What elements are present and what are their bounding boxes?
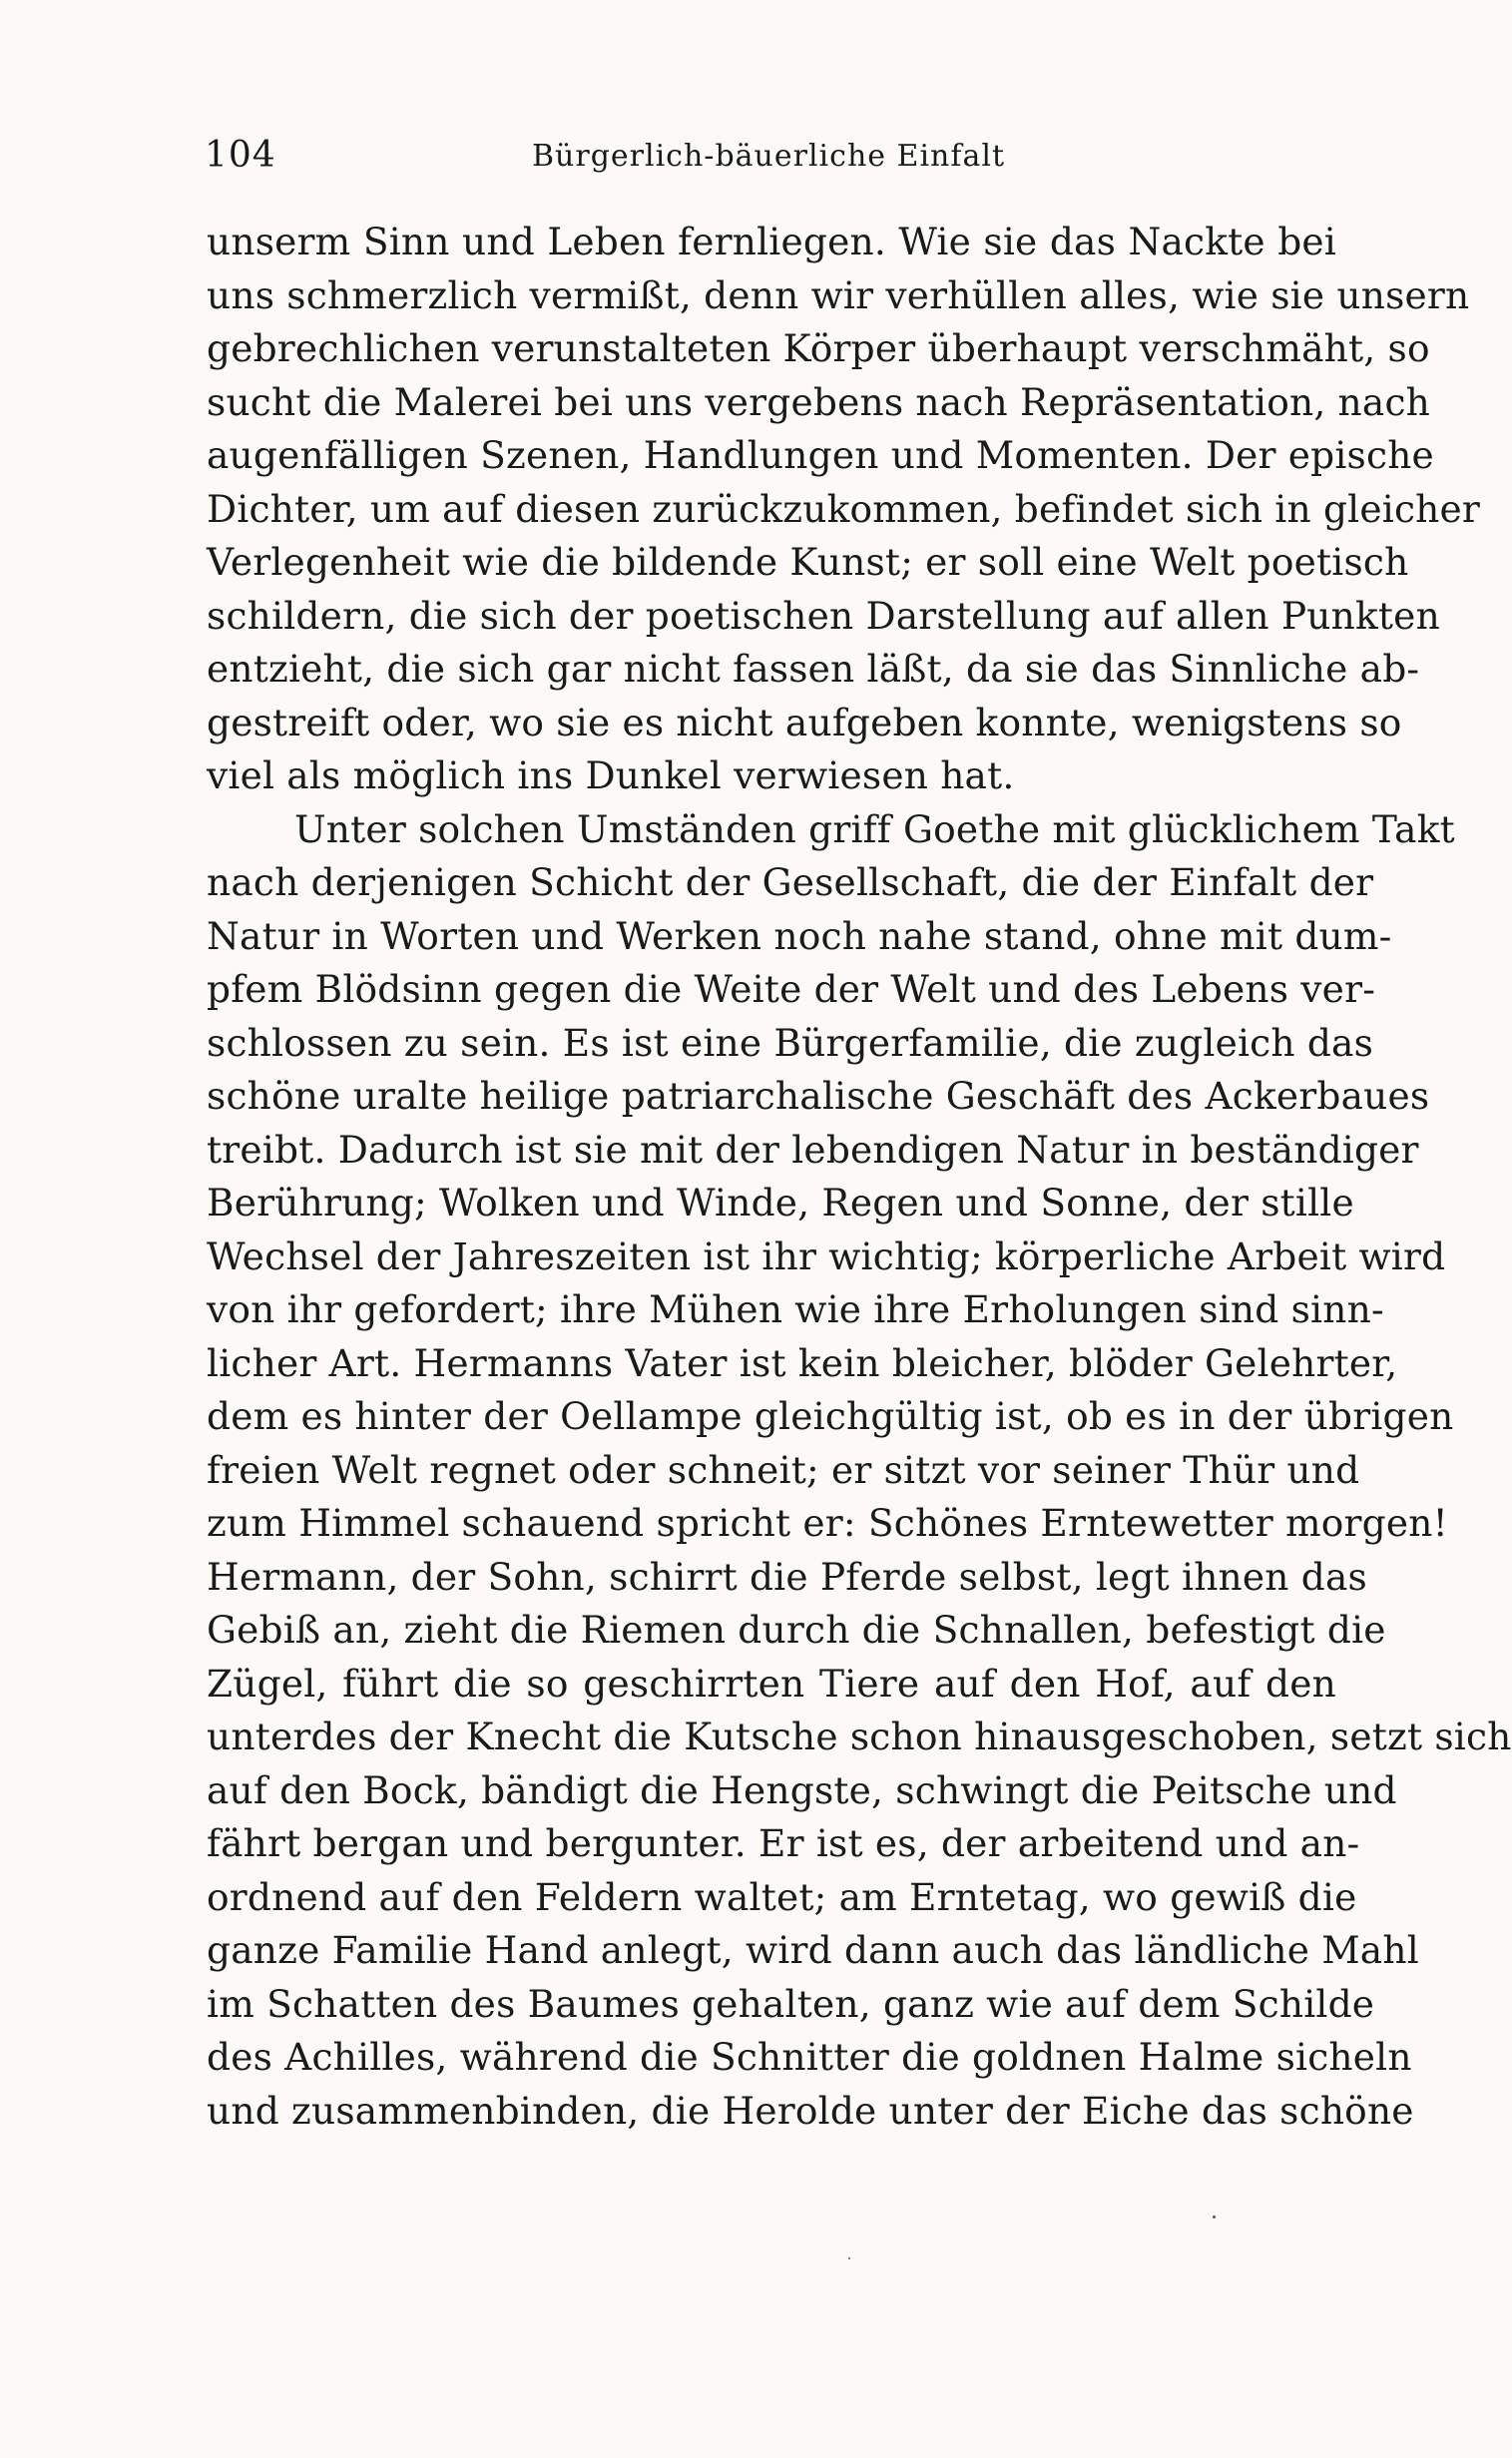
text-line: gebrechlichen verunstalteten Körper überhaupt verschmäht, so: [207, 326, 1430, 370]
text-line: viel als möglich ins Dunkel verwiesen hat.: [207, 753, 1015, 797]
paper-speck: [1213, 2215, 1216, 2218]
text-line: pfem Blödsinn gegen die Weite der Welt und des Lebens ver-: [207, 967, 1376, 1011]
text-line: Dichter, um auf diesen zurückzukommen, befindet sich in gleicher: [207, 486, 1481, 531]
text-line: unterdes der Knecht die Kutsche schon hinausgeschoben, setzt sich: [207, 1715, 1512, 1758]
text-line: und zusammenbinden, die Herolde unter der Eiche das schöne: [207, 2088, 1414, 2133]
text-line: entzieht, die sich gar nicht fassen läßt, da sie das Sinnliche ab-: [207, 647, 1420, 691]
paragraph: [207, 803, 1512, 2139]
text-line: auf den Bock, bändigt die Hengste, schwingt die Peitsche und: [207, 1767, 1397, 1812]
text-line: uns schmerzlich vermißt, denn wir verhüllen alles, wie sie unsern: [207, 272, 1470, 317]
running-head: Bürgerlich-bäuerliche Einfalt: [531, 139, 1006, 174]
text-line: schildern, die sich der poetischen Darstellung auf allen Punkten: [207, 593, 1440, 638]
text-line: ganze Familie Hand anlegt, wird dann auch das ländliche Mahl: [207, 1928, 1419, 1972]
text-line: freien Welt regnet oder schneit; er sitzt vor seiner Thür und: [207, 1447, 1360, 1492]
paper-speck: [848, 2257, 850, 2259]
text-line: fährt bergan und bergunter. Er ist es, der arbeitend und an-: [207, 1821, 1360, 1865]
text-line: von ihr gefordert; ihre Mühen wie ihre Erholungen sind sinn-: [207, 1287, 1384, 1331]
text-line: Gebiß an, zieht die Riemen durch die Schnallen, befestigt die: [207, 1608, 1386, 1652]
text-line: des Achilles, während die Schnitter die goldnen Halme sicheln: [207, 2035, 1412, 2079]
text-line: nach derjenigen Schicht der Gesellschaft, die der Einfalt der: [207, 860, 1374, 904]
text-line: im Schatten des Baumes gehalten, ganz wie auf dem Schilde: [207, 1981, 1375, 2026]
text-line: Hermann, der Sohn, schirrt die Pferde selbst, legt ihnen das: [207, 1554, 1367, 1599]
text-line: Berührung; Wolken und Winde, Regen und Sonne, der stille: [207, 1181, 1354, 1225]
text-line: Unter solchen Umständen griff Goethe mit glücklichem Takt: [294, 806, 1455, 851]
text-line: gestreift oder, wo sie es nicht aufgeben konnte, wenigstens so: [207, 700, 1402, 744]
text-line: Zügel, führt die so geschirrten Tiere auf den Hof, auf den: [207, 1661, 1336, 1706]
text-line: schlossen zu sein. Es ist eine Bürgerfamilie, die zugleich das: [207, 1020, 1374, 1065]
text-line: augenfälligen Szenen, Handlungen und Momenten. Der epische: [207, 433, 1434, 477]
text-line: sucht die Malerei bei uns vergebens nach Repräsentation, nach: [207, 379, 1431, 424]
body-text: [207, 216, 1512, 2138]
text-line: Natur in Worten und Werken noch nahe stand, ohne mit dum-: [207, 913, 1392, 958]
text-line: schöne uralte heilige patriarchalische Geschäft des Ackerbaues: [207, 1074, 1430, 1118]
text-line: Wechsel der Jahreszeiten ist ihr wichtig; körperliche Arbeit wird: [207, 1233, 1446, 1278]
page-header: [205, 135, 1332, 195]
paragraph: [207, 216, 1481, 803]
text-line: ordnend auf den Feldern waltet; am Erntetag, wo gewiß die: [207, 1874, 1357, 1919]
page-number: 104: [205, 135, 276, 176]
text-line: Verlegenheit wie die bildende Kunst; er soll eine Welt poetisch: [207, 540, 1409, 584]
text-line: unserm Sinn und Leben fernliegen. Wie sie das Nackte bei: [207, 220, 1336, 263]
text-line: dem es hinter der Oellampe gleichgültig ist, ob es in der übrigen: [207, 1394, 1454, 1438]
text-line: licher Art. Hermanns Vater ist kein bleicher, blöder Gelehrter,: [207, 1340, 1398, 1385]
text-line: zum Himmel schauend spricht er: Schönes Erntewetter morgen!: [207, 1501, 1448, 1545]
text-line: treibt. Dadurch ist sie mit der lebendigen Natur in beständiger: [207, 1127, 1419, 1172]
